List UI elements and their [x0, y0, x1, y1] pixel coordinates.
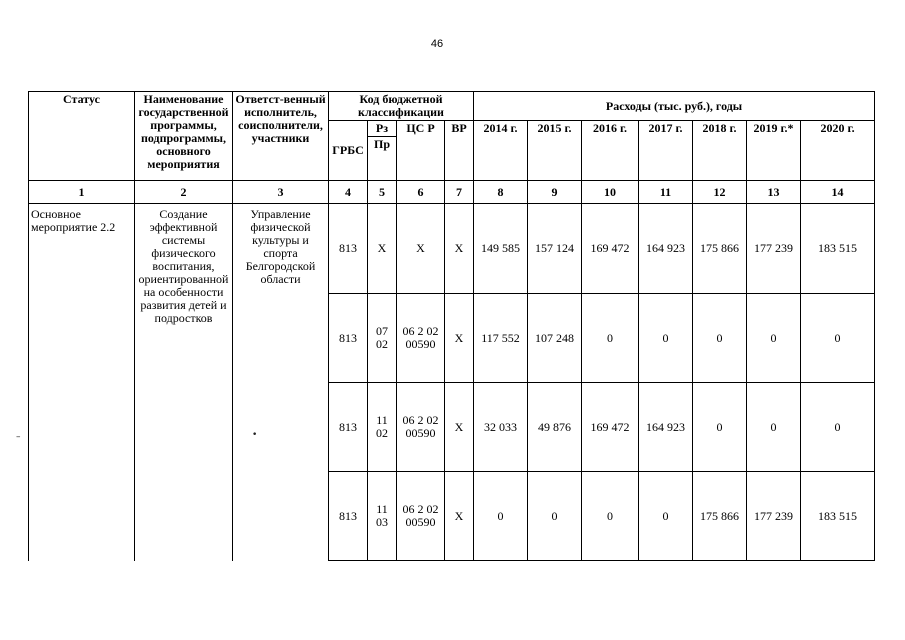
- grbs-cell: 813: [329, 204, 368, 294]
- column-number: 1: [29, 181, 135, 204]
- program-name-cell: Создание эффективной системы физического воспитания, ориентированной на особенности развития детей и подростков: [135, 204, 233, 561]
- column-number: 4: [329, 181, 368, 204]
- grbs-cell: 813: [329, 472, 368, 561]
- column-number: 6: [397, 181, 445, 204]
- header-row-1: [29, 92, 875, 121]
- vr-cell: X: [445, 294, 474, 383]
- header-grbs: ГРБС: [329, 121, 368, 181]
- vr-cell: X: [445, 472, 474, 561]
- amount-2014: 149 585: [474, 204, 528, 294]
- scan-mark: •: [252, 430, 258, 440]
- amount-2016: 0: [582, 294, 639, 383]
- header-year-2015: 2015 г.: [528, 121, 582, 181]
- page-number: 46: [430, 38, 444, 50]
- rz-pr-cell: [368, 294, 397, 383]
- rz-pr-cell: [368, 204, 397, 294]
- amount-2020: 183 515: [801, 472, 875, 561]
- header-expenses: Расходы (тыс. руб.), годы: [474, 92, 875, 121]
- budget-table: [28, 91, 875, 561]
- grbs-cell: 813: [329, 294, 368, 383]
- amount-2015: 157 124: [528, 204, 582, 294]
- pr-value: 03: [376, 515, 388, 529]
- header-year-2019: 2019 г.*: [747, 121, 801, 181]
- header-budget-code: Код бюджетной классификации: [329, 92, 474, 121]
- amount-2015: 107 248: [528, 294, 582, 383]
- responsible-cell: Управление физической культуры и спорта Белгородской области: [233, 204, 329, 561]
- column-number: 8: [474, 181, 528, 204]
- column-number: 11: [639, 181, 693, 204]
- status-cell: Основное мероприятие 2.2: [29, 204, 135, 561]
- csr-cell: 06 2 02 00590: [397, 294, 445, 383]
- amount-2018: 0: [693, 383, 747, 472]
- rz-value: 11: [376, 413, 388, 427]
- amount-2020: 0: [801, 383, 875, 472]
- column-number: 13: [747, 181, 801, 204]
- vr-cell: X: [445, 204, 474, 294]
- amount-2016: 169 472: [582, 383, 639, 472]
- csr-cell: 06 2 02 00590: [397, 383, 445, 472]
- amount-2020: 0: [801, 294, 875, 383]
- header-name: Наименование государственной программы, подпрограммы, основного мероприятия: [135, 92, 233, 181]
- header-year-2018: 2018 г.: [693, 121, 747, 181]
- column-number: 7: [445, 181, 474, 204]
- csr-cell: 06 2 02 00590: [397, 472, 445, 561]
- rz-value: X: [377, 241, 387, 255]
- amount-2017: 164 923: [639, 204, 693, 294]
- pr-value: 02: [376, 426, 388, 440]
- amount-2019: 177 239: [747, 472, 801, 561]
- header-vr: ВР: [445, 121, 474, 181]
- amount-2020: 183 515: [801, 204, 875, 294]
- amount-2019: 177 239: [747, 204, 801, 294]
- vr-cell: X: [445, 383, 474, 472]
- amount-2019: 0: [747, 383, 801, 472]
- csr-cell: X: [397, 204, 445, 294]
- amount-2017: 0: [639, 472, 693, 561]
- header-year-2020: 2020 г.: [801, 121, 875, 181]
- header-status: Статус: [29, 92, 135, 181]
- scan-mark: –: [16, 432, 21, 442]
- column-number: 14: [801, 181, 875, 204]
- column-number: 12: [693, 181, 747, 204]
- header-year-2016: 2016 г.: [582, 121, 639, 181]
- amount-2014: 0: [474, 472, 528, 561]
- column-number: 9: [528, 181, 582, 204]
- amount-2017: 164 923: [639, 383, 693, 472]
- column-number: 3: [233, 181, 329, 204]
- amount-2015: 0: [528, 472, 582, 561]
- header-csr: ЦС Р: [397, 121, 445, 181]
- amount-2014: 32 033: [474, 383, 528, 472]
- column-number: 10: [582, 181, 639, 204]
- grbs-cell: 813: [329, 383, 368, 472]
- amount-2016: 169 472: [582, 204, 639, 294]
- header-year-2014: 2014 г.: [474, 121, 528, 181]
- amount-2019: 0: [747, 294, 801, 383]
- table-row: [29, 204, 875, 294]
- header-year-2017: 2017 г.: [639, 121, 693, 181]
- pr-value: 02: [376, 337, 388, 351]
- rz-pr-cell: [368, 472, 397, 561]
- rz-pr-cell: [368, 383, 397, 472]
- amount-2017: 0: [639, 294, 693, 383]
- rz-value: 11: [376, 502, 388, 516]
- column-number: 5: [368, 181, 397, 204]
- amount-2016: 0: [582, 472, 639, 561]
- rz-value: 07: [376, 324, 388, 338]
- amount-2014: 117 552: [474, 294, 528, 383]
- amount-2018: 175 866: [693, 472, 747, 561]
- amount-2018: 0: [693, 294, 747, 383]
- header-responsible: Ответст-венный исполнитель, соисполнители, участники: [233, 92, 329, 181]
- column-number: 2: [135, 181, 233, 204]
- column-number-row: [29, 181, 875, 204]
- amount-2018: 175 866: [693, 204, 747, 294]
- amount-2015: 49 876: [528, 383, 582, 472]
- header-rz: Рз: [368, 121, 397, 137]
- header-pr: Пр: [368, 137, 397, 181]
